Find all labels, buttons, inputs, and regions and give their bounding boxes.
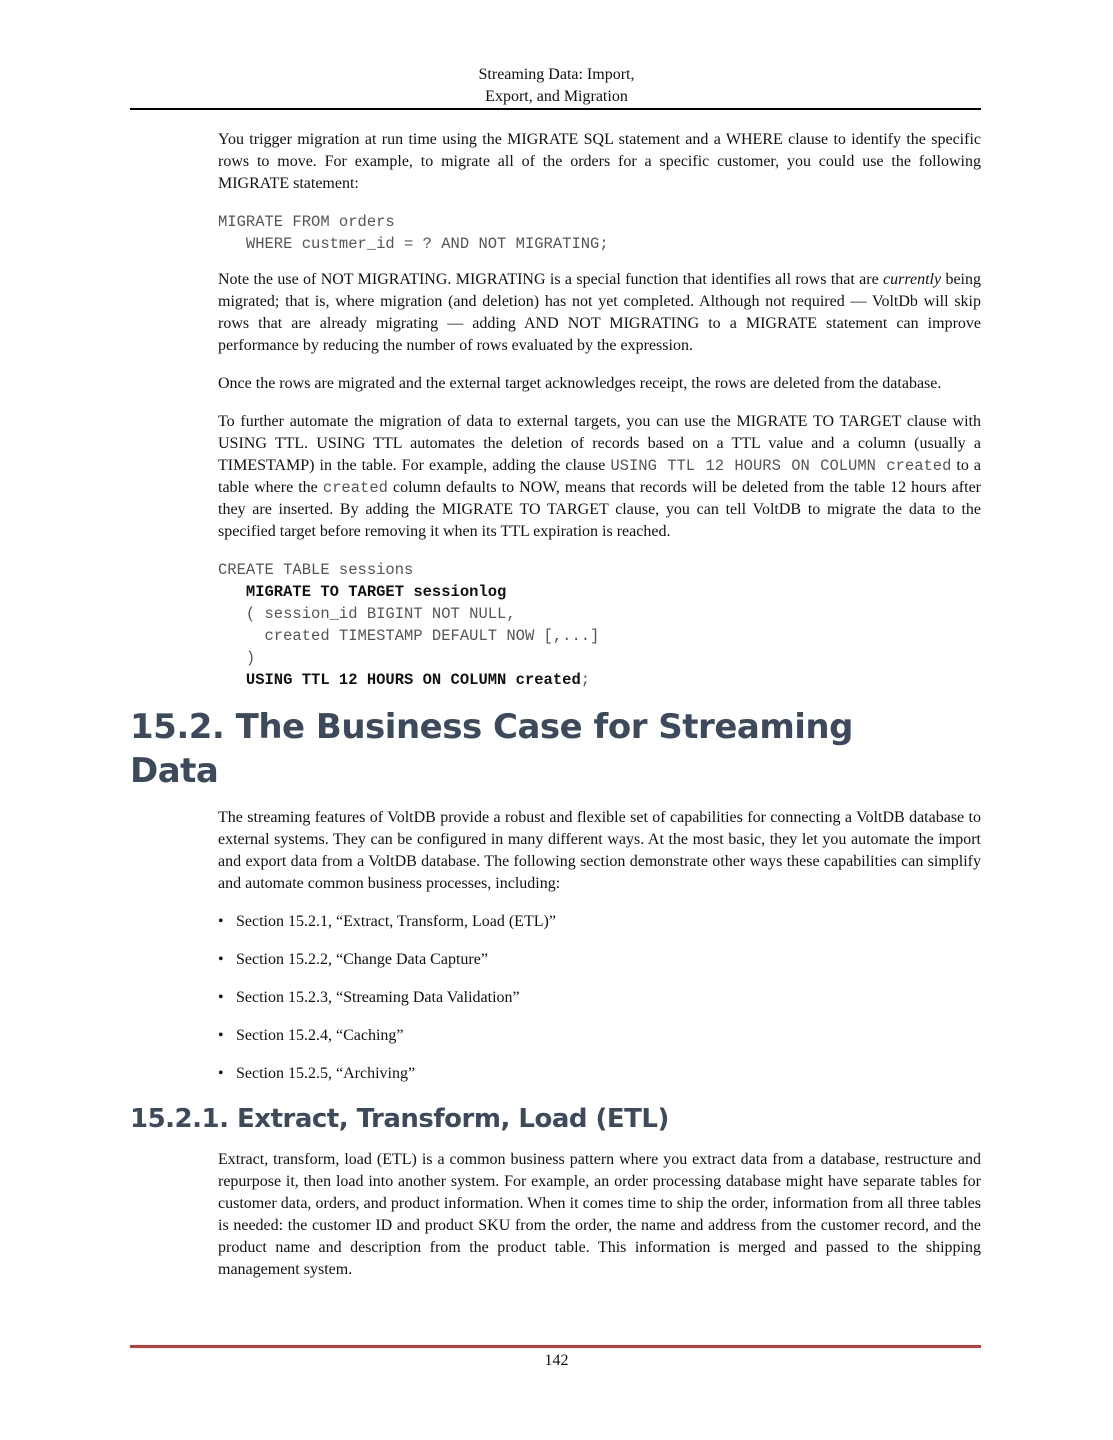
footer-rule — [130, 1345, 981, 1348]
paragraph-not-migrating — [218, 269, 981, 357]
code-line: CREATE TABLE sessions — [218, 561, 414, 579]
page-content — [130, 129, 982, 1297]
code-line: created TIMESTAMP DEFAULT NOW [,...] — [218, 627, 600, 645]
list-item[interactable]: • Section 15.2.5, “Archiving” — [218, 1065, 416, 1082]
section-link[interactable]: Section 15.2.4, “Caching” — [236, 1027, 404, 1044]
code-line-bold: USING TTL 12 HOURS ON COLUMN created — [245, 671, 581, 689]
header-line-2: Export, and Migration — [485, 88, 628, 105]
section-link[interactable]: Section 15.2.2, “Change Data Capture” — [236, 951, 488, 968]
section-link[interactable]: Section 15.2.3, “Streaming Data Validation” — [236, 989, 520, 1006]
section-link[interactable]: Section 15.2.1, “Extract, Transform, Load (ETL)” — [236, 913, 556, 930]
inline-code: created — [322, 479, 388, 497]
page-number: 142 — [544, 1352, 569, 1369]
text-segment: being migrated; that is, where migration (and deletion) has not yet completed. Although not required — VoltDb will skip rows that are already migrating — adding AND NOT MIGRATING to a MIGRATE statement can improve performance by reducing the number of rows evaluated by the expression. — [218, 271, 982, 354]
section-link[interactable]: Section 15.2.5, “Archiving” — [236, 1065, 416, 1082]
code-block-create-table: CREATE TABLE sessions MIGRATE TO TARGET sessionlog ( session_id BIGINT NOT NULL, created TIMESTAMP DEFAULT NOW [,...] ) USING TTL 12 HOURS ON COLUMN created; — [218, 561, 600, 689]
text-segment: Note the use of NOT MIGRATING. MIGRATING is a special function that identifies all rows that are — [218, 271, 884, 288]
code-line: ) — [218, 649, 256, 667]
paragraph-deletion: Once the rows are migrated and the external target acknowledges receipt, the rows are deleted from the database. — [218, 375, 942, 392]
section-list — [218, 911, 981, 1085]
subsection-heading: 15.2.1. Extract, Transform, Load (ETL) — [130, 1104, 669, 1134]
list-item[interactable]: • Section 15.2.4, “Caching” — [218, 1027, 404, 1044]
text-segment: To further automate the migration of data to external targets, you can use the MIGRATE TO TARGET clause with USING TTL. USING TTL automates the deletion of records based on a TTL value and a column (usually a TIMESTAMP) in the table. For example, adding the clause — [218, 413, 981, 474]
code-line: MIGRATE FROM orders — [218, 213, 395, 231]
list-item[interactable]: • Section 15.2.2, “Change Data Capture” — [218, 951, 488, 968]
paragraph-business-case: The streaming features of VoltDB provide a robust and flexible set of capabilities for connecting a VoltDB database to external systems. They can be configured in many different ways. At the most basic, they let you automate the import and export data from a VoltDB database. The following section demonstrate other ways these capabilities can simplify and automate common business processes, including: — [218, 809, 981, 892]
list-item[interactable]: • Section 15.2.1, “Extract, Transform, Load (ETL)” — [218, 913, 556, 930]
paragraph-migrate-intro: You trigger migration at run time using the MIGRATE SQL statement and a WHERE clause to identify the specific rows to move. For example, to migrate all of the orders for a specific customer, you could use the following MIGRATE statement: — [218, 131, 981, 192]
code-line: WHERE custmer_id = ? AND NOT MIGRATING; — [218, 235, 609, 253]
list-item[interactable]: • Section 15.2.3, “Streaming Data Validation” — [218, 989, 520, 1006]
code-line: ( session_id BIGINT NOT NULL, — [218, 605, 516, 623]
code-line-bold: MIGRATE TO TARGET sessionlog — [245, 583, 507, 601]
text-segment: column defaults to NOW, means that records will be deleted from the table 12 hours after they are inserted. By adding the MIGRATE TO TARGET clause, you can tell VoltDB to migrate the data to the specified target before removing it when its TTL expiration is reached. — [218, 479, 981, 540]
code-block-migrate — [218, 211, 981, 255]
paragraph-etl: Extract, transform, load (ETL) is a common business pattern where you extract data from a database, restructure and repurpose it, then load into another system. For example, an order processing database might have separate tables for customer data, orders, and product information. When it comes time to ship the order, information from all three tables is needed: the customer ID and product SKU from the order, the name and address from the customer record, and the product name and description from the product table. This information is merged and passed to the shipping management system. — [218, 1151, 981, 1278]
header-line-1: Streaming Data: Import, — [478, 66, 635, 83]
inline-code: USING TTL 12 HOURS ON COLUMN created — [610, 457, 952, 475]
running-header — [0, 64, 1113, 108]
paragraph-ttl — [218, 411, 981, 543]
text-segment: to a table where the — [218, 457, 982, 496]
emphasis: currently — [883, 271, 942, 288]
header-rule — [130, 108, 981, 110]
section-heading: 15.2. The Business Case for Streaming Data — [130, 707, 853, 791]
